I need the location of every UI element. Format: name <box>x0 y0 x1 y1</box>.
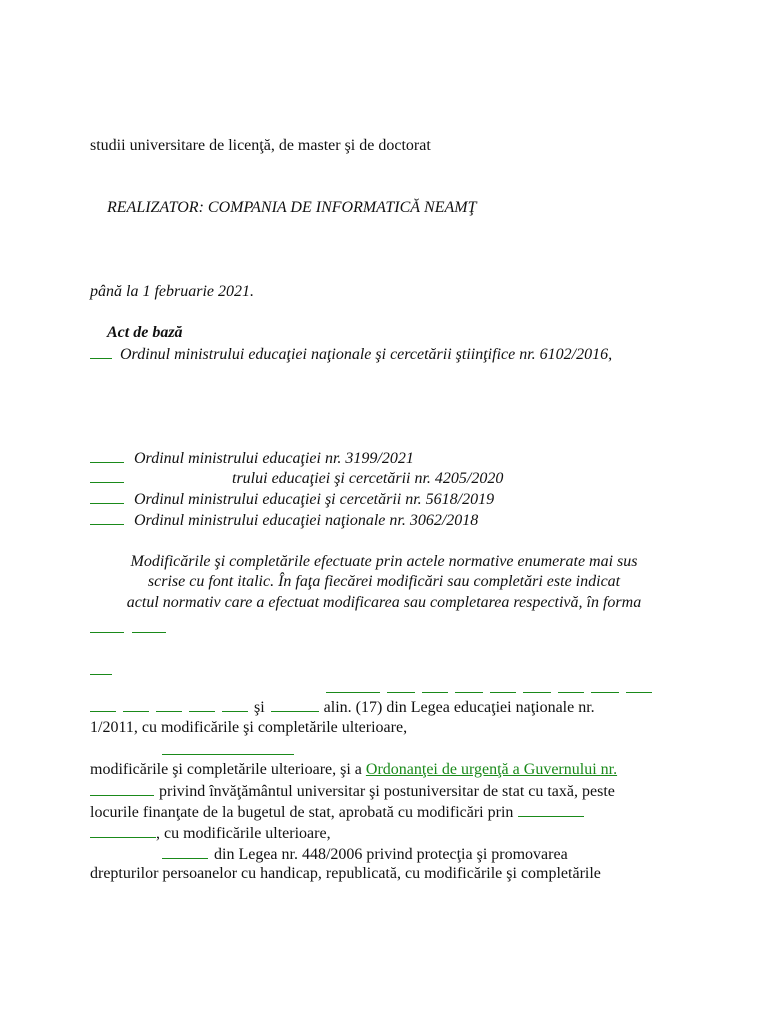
act-item-text: Ordinul ministrului educaţiei naţionale nr. 3062/2018 <box>134 512 479 529</box>
blank-field <box>162 740 294 755</box>
blank-field <box>90 468 124 483</box>
blank-field <box>422 678 448 693</box>
blank-field <box>156 697 182 712</box>
body-line-cu-modif <box>90 823 331 844</box>
blank-field <box>271 697 319 712</box>
note-line: scrise cu font italic. În faţa fiecărei modificări sau completări este indicat <box>147 573 621 590</box>
body-line-legea-448 <box>162 844 568 865</box>
blank-field <box>490 678 516 693</box>
act-de-baza-line <box>90 344 612 365</box>
act-item <box>90 468 503 489</box>
act-de-baza-heading: Act de bază <box>107 324 183 341</box>
text-drepturilor: drepturilor persoanelor cu handicap, republicată, cu modificările şi completările <box>90 865 601 882</box>
act-item-text: Ordinul ministrului educaţiei nr. 3199/2021 <box>134 450 414 467</box>
blank-field <box>591 678 619 693</box>
text-pana-la: până la 1 februarie 2021. <box>90 283 254 300</box>
text-si: şi <box>254 699 265 716</box>
blank-field <box>90 489 124 504</box>
ordonanta-link[interactable]: Ordonanţei de urgenţă a Guvernului nr. <box>365 761 618 778</box>
blank-field <box>326 678 380 693</box>
blank-field <box>90 448 124 463</box>
text-modif-prefix: modificările şi completările ulterioare, şi a <box>90 761 366 778</box>
text-legea-448: din Legea nr. 448/2006 privind protecţia şi promovarea <box>214 846 568 863</box>
act-item-text: Ordinul ministrului educaţiei şi cercetării nr. 5618/2019 <box>134 491 495 508</box>
blank-field <box>455 678 483 693</box>
text-studii: studii universitare de licenţă, de master şi de doctorat <box>90 137 431 154</box>
text-cu-modif: , cu modificările ulterioare, <box>156 825 331 842</box>
act-item <box>90 489 494 510</box>
body-line-ordonanta <box>90 760 617 780</box>
blank-row <box>326 678 652 699</box>
act-item-text: trului educaţiei şi cercetării nr. 4205/2020 <box>232 470 504 487</box>
blank-field <box>523 678 551 693</box>
note-line: actul normativ care a efectuat modificarea sau completarea respectivă, în forma <box>126 594 642 611</box>
blank-field <box>558 678 584 693</box>
text-alin: alin. (17) din Legea educaţiei naţionale nr. <box>323 699 595 716</box>
blank-field <box>518 802 584 817</box>
blank-row <box>90 660 112 681</box>
blank-row <box>162 740 294 761</box>
blank-field <box>90 697 116 712</box>
body-line-alin <box>90 697 595 718</box>
note-line: Modificările şi completările efectuate prin actele normative enumerate mai sus <box>130 553 638 570</box>
blank-field <box>90 660 112 675</box>
blank-field <box>90 510 124 525</box>
blank-field <box>123 697 149 712</box>
act-item <box>90 510 478 531</box>
blank-field <box>626 678 652 693</box>
blank-field <box>132 618 166 633</box>
blank-field <box>90 823 156 838</box>
blank-field <box>162 844 208 859</box>
blank-row <box>90 618 166 639</box>
blank-field <box>222 697 248 712</box>
blank-field <box>90 781 154 796</box>
body-line-privind <box>90 781 615 802</box>
text-lege-1-2011: 1/2011, cu modificările şi completările ulterioare, <box>90 719 408 736</box>
blank-field <box>387 678 415 693</box>
blank-field <box>90 618 124 633</box>
body-line-locurile <box>90 802 584 823</box>
text-realizator: REALIZATOR: COMPANIA DE INFORMATICĂ NEAMŢ <box>107 199 477 216</box>
text-privind: privind învăţământul universitar şi postuniversitar de stat cu taxă, peste <box>159 783 615 800</box>
text-locurile: locurile finanţate de la bugetul de stat, aprobată cu modificări prin <box>90 804 514 821</box>
blank-field <box>90 344 112 359</box>
blank-field <box>189 697 215 712</box>
act-item <box>90 448 414 469</box>
act-de-baza-text: Ordinul ministrului educaţiei naţionale şi cercetării ştiinţifice nr. 6102/2016, <box>120 346 613 363</box>
